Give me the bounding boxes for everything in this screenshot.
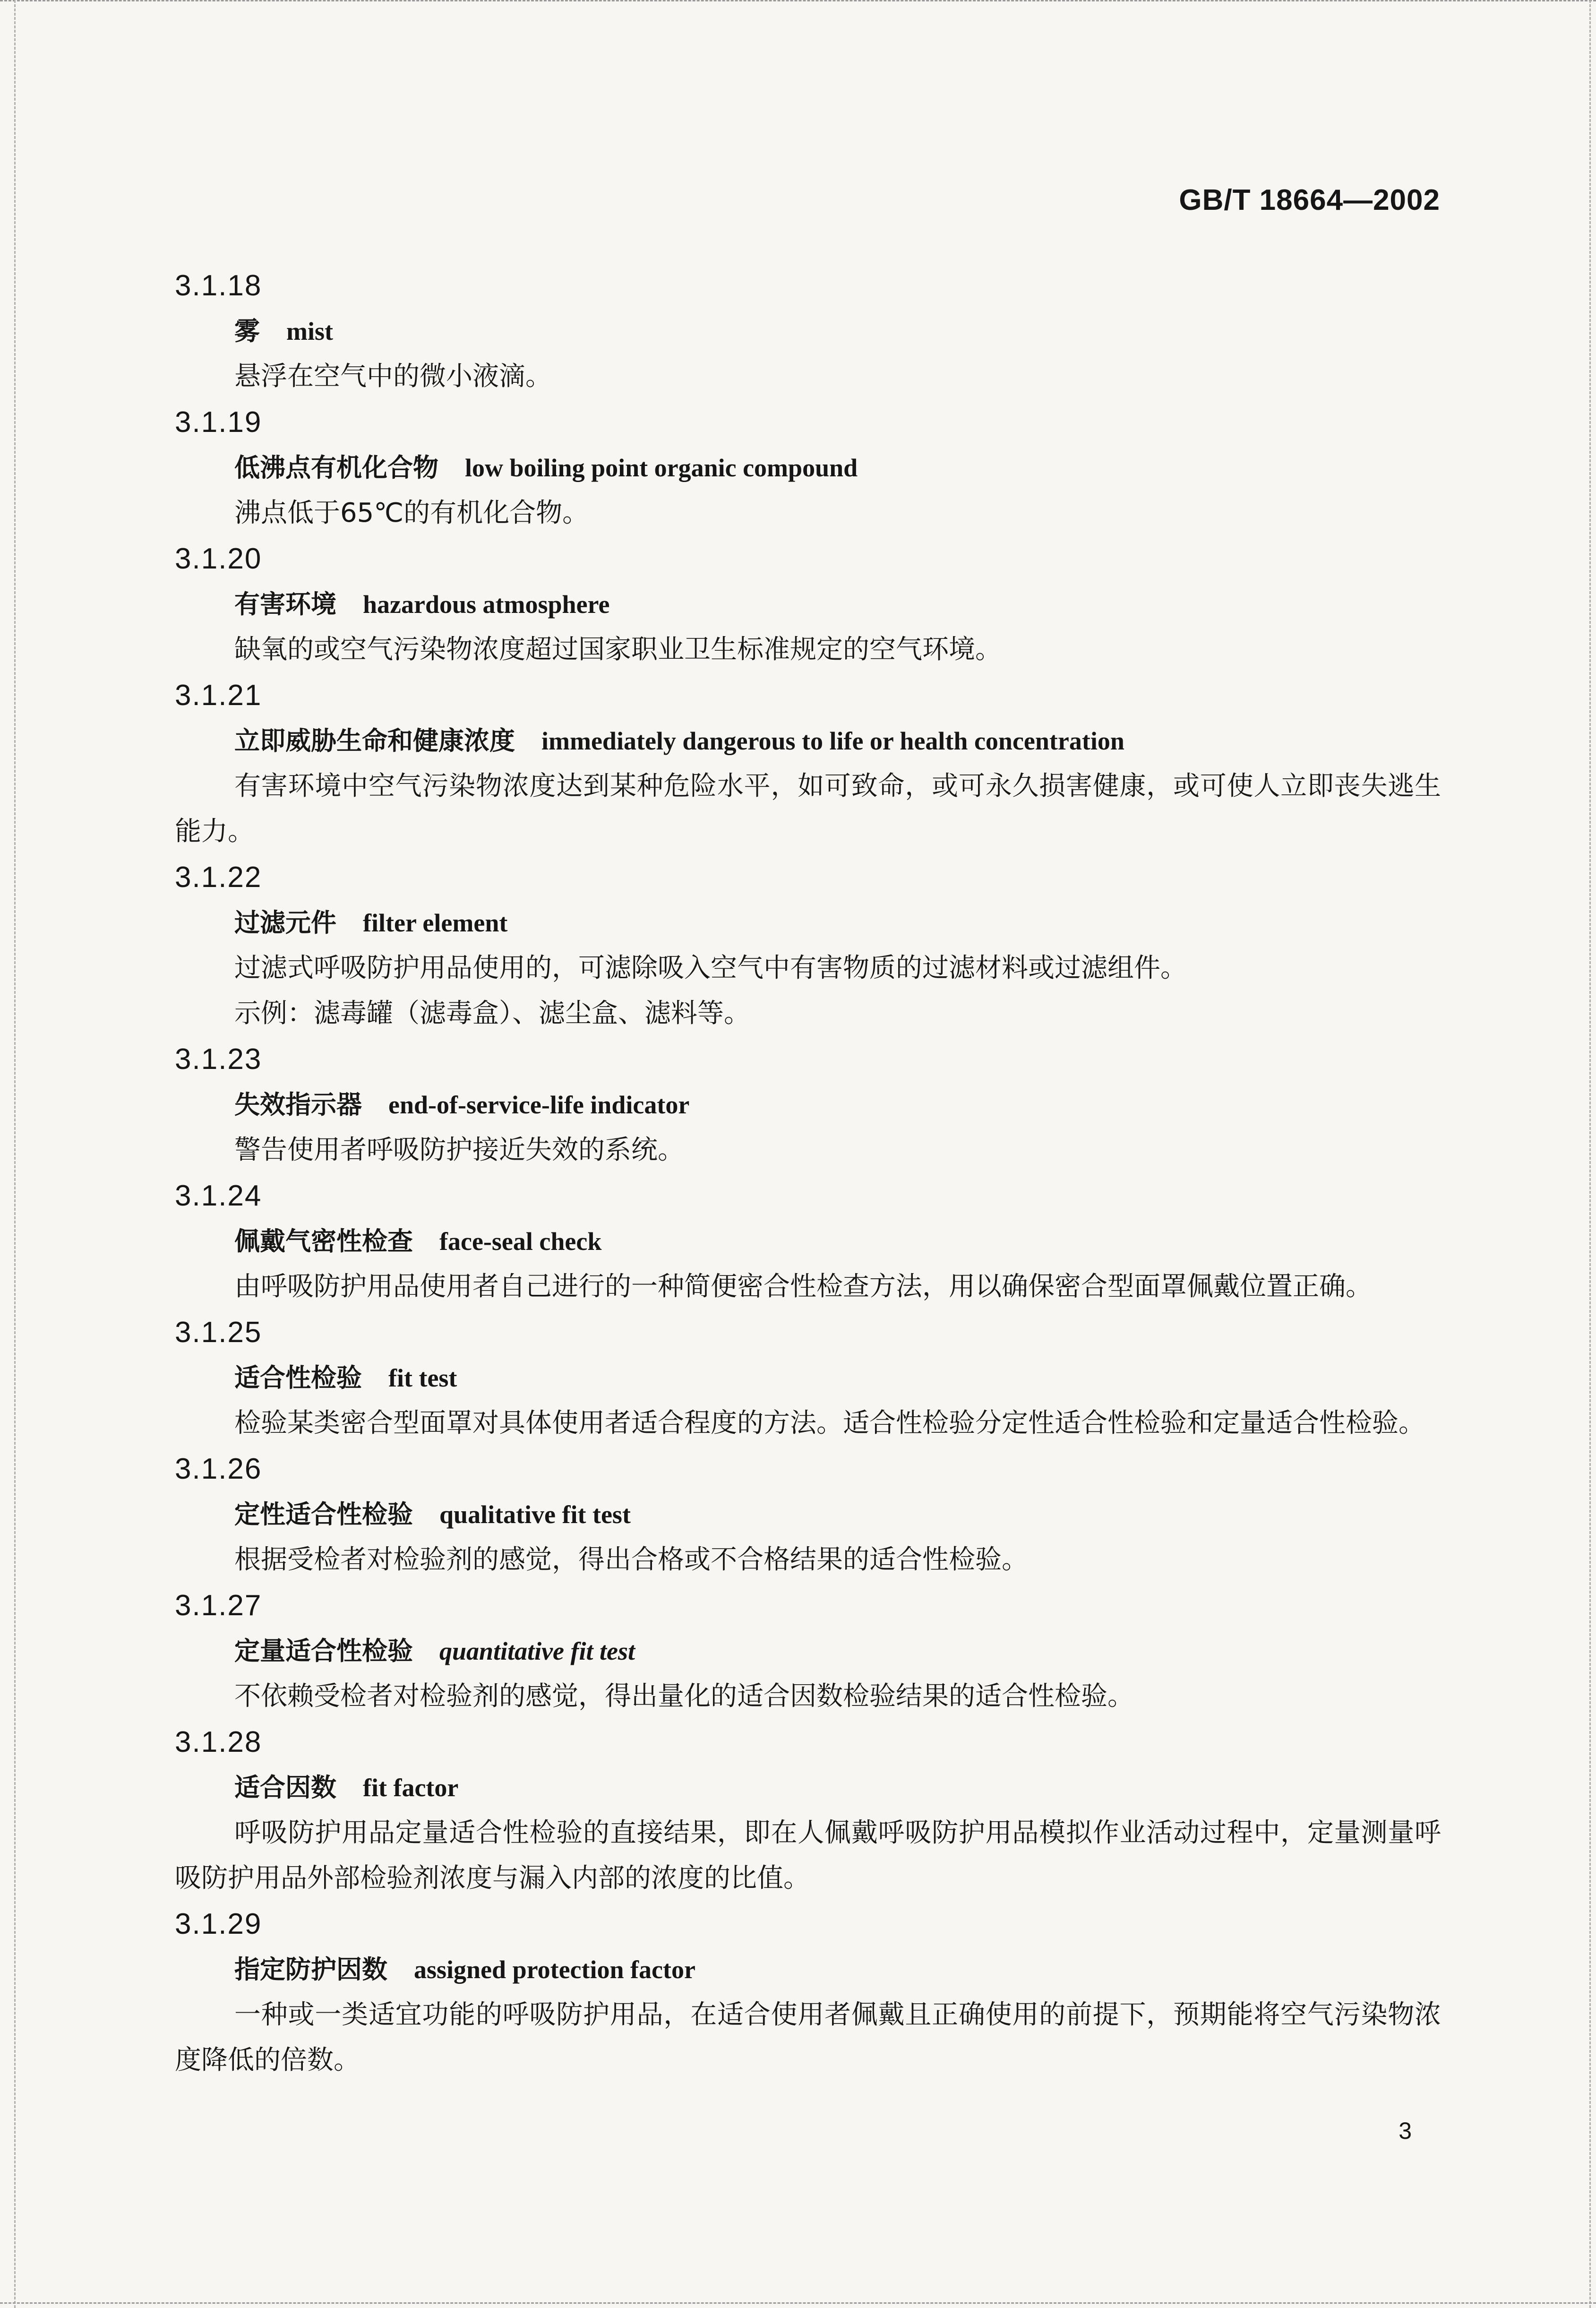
terms-list bbox=[175, 263, 1441, 2083]
definition: 检验某类密合型面罩对具体使用者适合程度的方法。适合性检验分定性适合性检验和定量适合性检验。 bbox=[234, 1408, 1425, 1438]
scan-border-left bbox=[14, 0, 16, 2308]
term-english: mist bbox=[286, 317, 333, 345]
entry-number: 3.1.27 bbox=[175, 1589, 262, 1622]
definition: 由呼吸防护用品使用者自己进行的一种简便密合性检查方法，用以确保密合型面罩佩戴位置正确。 bbox=[234, 1271, 1372, 1302]
term-chinese: 指定防护因数 bbox=[234, 1955, 387, 1984]
term-english: fit test bbox=[388, 1364, 457, 1392]
term-chinese: 定性适合性检验 bbox=[234, 1499, 413, 1529]
definition: 悬浮在空气中的微小液滴。 bbox=[234, 361, 552, 392]
term-english: face-seal check bbox=[439, 1227, 602, 1256]
definition: 过滤式呼吸防护用品使用的，可滤除吸入空气中有害物质的过滤材料或过滤组件。 bbox=[234, 953, 1187, 983]
term-entry bbox=[175, 1901, 1441, 2083]
entry-number: 3.1.18 bbox=[175, 269, 262, 302]
term-entry bbox=[175, 263, 1441, 399]
definition: 不依赖受检者对检验剂的感觉，得出量化的适合因数检验结果的适合性检验。 bbox=[234, 1681, 1134, 1712]
term-chinese: 佩戴气密性检查 bbox=[234, 1226, 413, 1256]
term-chinese: 失效指示器 bbox=[234, 1090, 362, 1120]
scan-border-bottom bbox=[0, 2302, 1596, 2305]
term-entry bbox=[175, 536, 1441, 672]
term-english: quantitative fit test bbox=[439, 1637, 635, 1665]
entry-number: 3.1.23 bbox=[175, 1043, 262, 1076]
definition: 警告使用者呼吸防护接近失效的系统。 bbox=[234, 1135, 684, 1165]
term-chinese: 定量适合性检验 bbox=[234, 1636, 413, 1666]
term-line bbox=[175, 1355, 1441, 1401]
term-chinese: 适合性检验 bbox=[234, 1363, 362, 1393]
term-english: end-of-service-life indicator bbox=[388, 1091, 690, 1119]
term-entry bbox=[175, 1583, 1441, 1719]
definition: 有害环境中空气污染物浓度达到某种危险水平，如可致命，或可永久损害健康，或可使人立即丧失逃生能力。 bbox=[175, 771, 1441, 847]
term-chinese: 有害环境 bbox=[234, 589, 336, 619]
entry-number: 3.1.22 bbox=[175, 861, 262, 894]
term-chinese: 过滤元件 bbox=[234, 908, 336, 938]
definition: 缺氧的或空气污染物浓度超过国家职业卫生标准规定的空气环境。 bbox=[234, 634, 1002, 665]
term-line bbox=[175, 1765, 1441, 1810]
entry-number: 3.1.26 bbox=[175, 1453, 262, 1485]
example-note: 示例：滤毒罐（滤毒盒）、滤尘盒、滤料等。 bbox=[234, 998, 750, 1029]
entry-number: 3.1.19 bbox=[175, 406, 262, 439]
term-line bbox=[175, 1628, 1441, 1674]
page-number: 3 bbox=[1399, 2118, 1412, 2144]
term-english: hazardous atmosphere bbox=[363, 590, 610, 619]
term-chinese: 雾 bbox=[234, 316, 260, 346]
definition: 一种或一类适宜功能的呼吸防护用品，在适合使用者佩戴且正确使用的前提下，预期能将空气污染物浓度降低的倍数。 bbox=[175, 1999, 1441, 2075]
term-english: qualitative fit test bbox=[439, 1500, 631, 1529]
entry-number: 3.1.29 bbox=[175, 1908, 262, 1940]
term-chinese: 低沸点有机化合物 bbox=[234, 453, 438, 482]
term-entry bbox=[175, 854, 1441, 1036]
definition: 根据受检者对检验剂的感觉，得出合格或不合格结果的适合性检验。 bbox=[234, 1544, 1028, 1575]
term-line bbox=[175, 1219, 1441, 1264]
term-english: fit factor bbox=[363, 1774, 459, 1802]
scan-border-top bbox=[0, 0, 1596, 3]
term-line bbox=[175, 718, 1441, 764]
term-line bbox=[175, 309, 1441, 354]
term-english: assigned protection factor bbox=[414, 1955, 695, 1984]
term-chinese: 立即威胁生命和健康浓度 bbox=[234, 726, 515, 756]
entry-number: 3.1.25 bbox=[175, 1316, 262, 1349]
term-entry bbox=[175, 399, 1441, 536]
term-line bbox=[175, 1082, 1441, 1128]
definition: 呼吸防护用品定量适合性检验的直接结果，即在人佩戴呼吸防护用品模拟作业活动过程中，定量测量呼吸防护用品外部检验剂浓度与漏入内部的浓度的比值。 bbox=[175, 1817, 1441, 1894]
term-english: filter element bbox=[363, 909, 508, 937]
term-line bbox=[175, 445, 1441, 491]
term-entry bbox=[175, 1446, 1441, 1583]
term-line bbox=[175, 582, 1441, 627]
term-entry bbox=[175, 1036, 1441, 1173]
entry-number: 3.1.20 bbox=[175, 543, 262, 575]
term-entry bbox=[175, 1719, 1441, 1901]
term-line bbox=[175, 900, 1441, 946]
term-chinese: 适合因数 bbox=[234, 1773, 336, 1802]
term-entry bbox=[175, 1173, 1441, 1309]
term-line bbox=[175, 1492, 1441, 1537]
term-english: low boiling point organic compound bbox=[465, 454, 858, 482]
scan-border-right bbox=[1589, 0, 1591, 2308]
entry-number: 3.1.28 bbox=[175, 1726, 262, 1758]
entry-number: 3.1.21 bbox=[175, 679, 262, 712]
term-english: immediately dangerous to life or health concentration bbox=[541, 727, 1124, 755]
entry-number: 3.1.24 bbox=[175, 1180, 262, 1212]
standard-code: GB/T 18664—2002 bbox=[1179, 184, 1440, 216]
term-entry bbox=[175, 672, 1441, 854]
term-entry bbox=[175, 1309, 1441, 1446]
term-line bbox=[175, 1947, 1441, 1992]
definition: 沸点低于65℃的有机化合物。 bbox=[234, 498, 589, 528]
